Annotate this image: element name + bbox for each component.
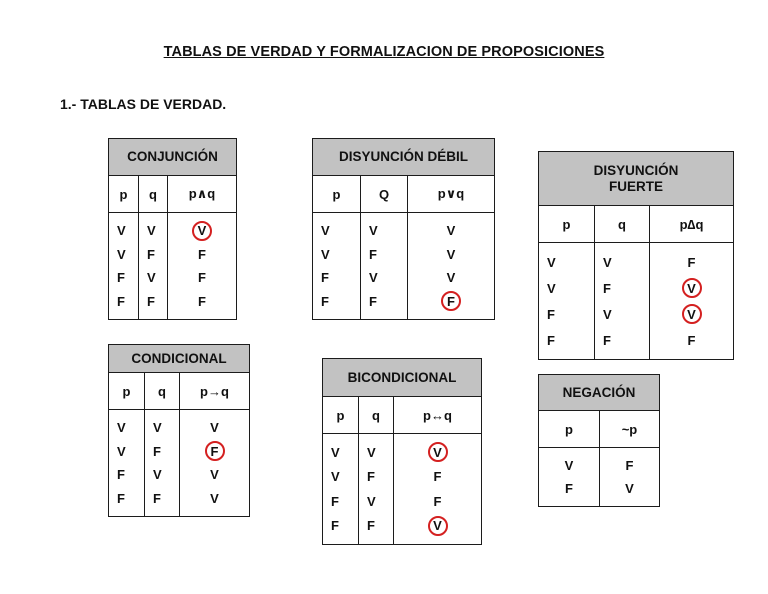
table-cell: V [210, 420, 219, 436]
table-cell: F [603, 280, 611, 296]
table-header-label: CONJUNCIÓN [127, 149, 218, 164]
table-cell: F [117, 293, 125, 309]
table-cell: V [625, 481, 634, 496]
column-header: p∆q [649, 206, 733, 242]
column-header-row [539, 206, 733, 243]
circled-value: V [192, 221, 212, 241]
table-cell: V [369, 223, 378, 239]
table-cell: F [547, 332, 555, 348]
table-cell: F [687, 332, 696, 348]
section-heading: 1.- TABLAS DE VERDAD. [60, 96, 227, 112]
table-cell: F [198, 270, 206, 286]
table-cell: F [198, 246, 206, 262]
table-column [313, 213, 360, 319]
column-header: p [332, 186, 341, 202]
table-cell: V [147, 270, 156, 286]
table-cell: F [321, 270, 329, 286]
table-column [649, 243, 733, 359]
circled-value: V [428, 442, 448, 462]
table-header-line: DISYUNCIÓN [593, 162, 679, 178]
table-cell: F [547, 306, 555, 322]
table-header [313, 139, 494, 176]
table-condicional [108, 344, 250, 517]
circled-value: F [441, 291, 461, 311]
table-column [138, 213, 167, 319]
column-header: q [594, 206, 649, 242]
column-header-row [323, 397, 481, 434]
table-cell: F [433, 469, 442, 485]
table-cell: V [321, 246, 330, 262]
table-cell [650, 301, 733, 327]
column-header: q [358, 397, 393, 433]
table-cell: V [446, 246, 456, 262]
table-cell: F [147, 293, 155, 309]
column-header: p [562, 216, 571, 232]
table-disyuncion-fuerte [538, 151, 734, 360]
table-cell [394, 440, 481, 465]
table-header [539, 152, 733, 206]
column-header-row [313, 176, 494, 213]
table-cell: F [321, 293, 329, 309]
column-header: p [565, 421, 573, 437]
table-cell: F [153, 490, 161, 506]
table-cell [394, 514, 481, 539]
circled-value: V [682, 278, 702, 298]
table-body [109, 213, 236, 319]
table-cell: V [367, 444, 376, 460]
table-cell: V [117, 223, 126, 239]
table-header [109, 139, 236, 176]
table-cell: F [625, 458, 634, 473]
table-cell: V [117, 246, 126, 262]
table-cell: V [117, 443, 126, 459]
table-cell: V [321, 223, 330, 239]
table-cell: F [117, 467, 125, 483]
column-header: p↔q [393, 397, 481, 433]
table-body [323, 434, 481, 544]
table-cell: F [147, 246, 155, 262]
table-column [539, 448, 599, 506]
table-cell: F [153, 443, 161, 459]
circled-value: V [428, 516, 448, 536]
table-bicondicional [322, 358, 482, 545]
table-cell: V [564, 458, 574, 473]
column-header: p [122, 383, 131, 399]
table-cell: V [210, 467, 219, 483]
document-title: TABLAS DE VERDAD Y FORMALIZACION DE PROPOSICIONES [163, 44, 605, 60]
table-column [144, 410, 179, 516]
column-header: p∨q [407, 176, 494, 212]
table-cell: V [153, 467, 162, 483]
column-header: p∧q [167, 176, 236, 212]
table-cell [650, 275, 733, 301]
table-disyuncion-debil [312, 138, 495, 320]
column-header: p [336, 407, 345, 423]
circled-value: F [205, 441, 225, 461]
column-header: q [138, 176, 167, 212]
table-column [358, 434, 393, 544]
table-column [167, 213, 236, 319]
table-cell: V [331, 469, 340, 485]
table-column [179, 410, 249, 516]
table-cell: F [687, 254, 696, 270]
table-cell: F [117, 490, 125, 506]
table-cell: V [446, 270, 456, 286]
table-cell: V [147, 223, 156, 239]
table-cell: V [153, 420, 162, 436]
table-cell: V [210, 490, 219, 506]
table-column [323, 434, 358, 544]
table-header [323, 359, 481, 397]
table-cell: F [331, 518, 339, 534]
table-cell: F [565, 481, 573, 496]
column-header-row [539, 411, 659, 448]
table-cell [408, 290, 494, 314]
column-header: q [144, 373, 179, 409]
table-cell: V [117, 420, 126, 436]
table-cell: F [117, 270, 125, 286]
table-header [109, 345, 249, 373]
table-column [599, 448, 659, 506]
table-header-line: FUERTE [608, 178, 663, 194]
table-body [539, 448, 659, 506]
table-header-label: CONDICIONAL [131, 350, 227, 366]
table-cell: F [433, 493, 442, 509]
table-column [407, 213, 494, 319]
table-cell: V [603, 254, 612, 270]
table-cell: F [367, 518, 375, 534]
column-header: p [119, 186, 128, 202]
table-cell: F [331, 493, 339, 509]
table-column [539, 243, 594, 359]
table-cell: F [367, 469, 375, 485]
table-cell: F [603, 332, 611, 348]
column-header-row [109, 373, 249, 410]
table-column [393, 434, 481, 544]
table-cell: V [547, 280, 556, 296]
table-cell: F [369, 293, 377, 309]
table-header-label: DISYUNCIÓN DÉBIL [338, 149, 468, 164]
table-cell: V [367, 493, 376, 509]
column-header: p→q [179, 373, 249, 409]
table-column [360, 213, 407, 319]
table-header [539, 375, 659, 411]
table-body [109, 410, 249, 516]
table-cell [168, 219, 236, 243]
table-cell: V [331, 444, 340, 460]
table-cell: F [369, 246, 377, 262]
table-cell: V [603, 306, 612, 322]
table-cell: V [446, 223, 456, 239]
table-cell [180, 440, 249, 464]
circled-value: V [682, 304, 702, 324]
table-body [539, 243, 733, 359]
column-header: ~p [599, 411, 659, 447]
column-header-row [109, 176, 236, 213]
table-cell: V [369, 270, 378, 286]
column-header: Q [360, 176, 407, 212]
table-cell: F [198, 293, 206, 309]
table-column [594, 243, 649, 359]
table-body [313, 213, 494, 319]
table-header-label: NEGACIÓN [562, 384, 636, 400]
table-negacion [538, 374, 660, 507]
table-conjuncion [108, 138, 237, 320]
table-header-label: BICONDICIONAL [347, 369, 457, 385]
table-column [109, 213, 138, 319]
table-column [109, 410, 144, 516]
table-cell: V [547, 254, 556, 270]
